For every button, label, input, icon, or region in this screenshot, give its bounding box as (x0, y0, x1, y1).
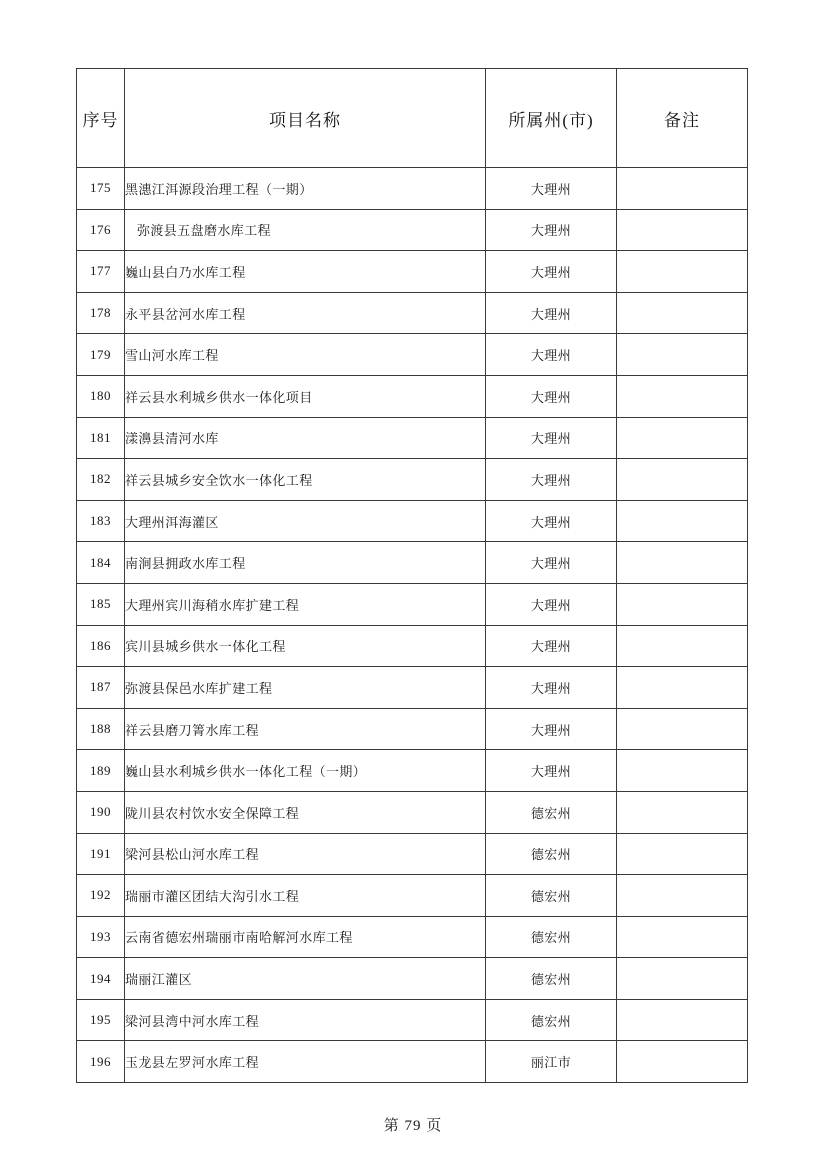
table-row (77, 542, 748, 584)
table-row (77, 791, 748, 833)
cell-remark (617, 791, 748, 833)
cell-region: 德宏州 (486, 875, 617, 917)
cell-region: 大理州 (486, 209, 617, 251)
cell-remark (617, 500, 748, 542)
cell-index: 177 (77, 251, 125, 293)
cell-project-name: 巍山县水利城乡供水一体化工程（一期） (125, 750, 486, 792)
cell-index: 190 (77, 791, 125, 833)
cell-project-name: 玉龙县左罗河水库工程 (125, 1041, 486, 1083)
cell-index: 176 (77, 209, 125, 251)
column-header-index: 序号 (77, 69, 125, 168)
cell-remark (617, 916, 748, 958)
page-number-footer: 第 79 页 (383, 1118, 443, 1134)
cell-index: 182 (77, 459, 125, 501)
cell-index: 191 (77, 833, 125, 875)
table-row (77, 999, 748, 1041)
cell-region: 大理州 (486, 667, 617, 709)
cell-region: 大理州 (486, 500, 617, 542)
cell-index: 185 (77, 583, 125, 625)
table-row (77, 958, 748, 1000)
table-row (77, 667, 748, 709)
cell-remark (617, 542, 748, 584)
cell-region: 大理州 (486, 334, 617, 376)
cell-index: 184 (77, 542, 125, 584)
project-table-container (76, 68, 747, 1083)
cell-remark (617, 417, 748, 459)
cell-remark (617, 583, 748, 625)
cell-project-name: 大理州宾川海稍水库扩建工程 (125, 583, 486, 625)
cell-project-name: 瑞丽江灌区 (125, 958, 486, 1000)
cell-project-name: 云南省德宏州瑞丽市南哈解河水库工程 (125, 916, 486, 958)
cell-index: 178 (77, 292, 125, 334)
table-row (77, 168, 748, 210)
cell-index: 175 (77, 168, 125, 210)
cell-project-name: 祥云县水利城乡供水一体化项目 (125, 375, 486, 417)
cell-index: 186 (77, 625, 125, 667)
cell-region: 大理州 (486, 708, 617, 750)
cell-index: 179 (77, 334, 125, 376)
cell-region: 大理州 (486, 625, 617, 667)
cell-project-name: 永平县岔河水库工程 (125, 292, 486, 334)
cell-region: 大理州 (486, 168, 617, 210)
cell-remark (617, 625, 748, 667)
cell-remark (617, 667, 748, 709)
cell-remark (617, 708, 748, 750)
cell-index: 193 (77, 916, 125, 958)
cell-project-name: 祥云县城乡安全饮水一体化工程 (125, 459, 486, 501)
cell-project-name: 弥渡县保邑水库扩建工程 (125, 667, 486, 709)
table-row (77, 1041, 748, 1083)
cell-index: 183 (77, 500, 125, 542)
cell-project-name: 梁河县松山河水库工程 (125, 833, 486, 875)
table-row (77, 625, 748, 667)
cell-region: 德宏州 (486, 958, 617, 1000)
cell-region: 大理州 (486, 583, 617, 625)
cell-remark (617, 334, 748, 376)
cell-region: 德宏州 (486, 791, 617, 833)
cell-region: 德宏州 (486, 999, 617, 1041)
cell-project-name: 黑潓江洱源段治理工程（一期） (125, 168, 486, 210)
cell-index: 189 (77, 750, 125, 792)
project-table (76, 68, 748, 1083)
cell-index: 192 (77, 875, 125, 917)
cell-remark (617, 251, 748, 293)
table-row (77, 375, 748, 417)
cell-remark (617, 209, 748, 251)
cell-region: 大理州 (486, 251, 617, 293)
cell-index: 196 (77, 1041, 125, 1083)
cell-remark (617, 292, 748, 334)
table-row (77, 708, 748, 750)
cell-region: 大理州 (486, 292, 617, 334)
cell-index: 181 (77, 417, 125, 459)
cell-index: 195 (77, 999, 125, 1041)
cell-index: 187 (77, 667, 125, 709)
column-header-region: 所属州(市) (486, 69, 617, 168)
cell-region: 大理州 (486, 375, 617, 417)
table-row (77, 833, 748, 875)
cell-index: 180 (77, 375, 125, 417)
cell-region: 德宏州 (486, 916, 617, 958)
table-row (77, 500, 748, 542)
cell-remark (617, 168, 748, 210)
cell-project-name: 瑞丽市灌区团结大沟引水工程 (125, 875, 486, 917)
cell-region: 德宏州 (486, 833, 617, 875)
cell-remark (617, 459, 748, 501)
table-row (77, 334, 748, 376)
column-header-remark: 备注 (617, 69, 748, 168)
cell-project-name: 祥云县磨刀箐水库工程 (125, 708, 486, 750)
table-row (77, 750, 748, 792)
cell-remark (617, 958, 748, 1000)
cell-index: 194 (77, 958, 125, 1000)
table-row (77, 251, 748, 293)
cell-project-name: 雪山河水库工程 (125, 334, 486, 376)
table-row (77, 209, 748, 251)
cell-remark (617, 833, 748, 875)
column-header-name: 项目名称 (125, 69, 486, 168)
cell-project-name: 弥渡县五盘磨水库工程 (125, 209, 486, 251)
cell-region: 丽江市 (486, 1041, 617, 1083)
cell-project-name: 巍山县白乃水库工程 (125, 251, 486, 293)
cell-remark (617, 750, 748, 792)
cell-remark (617, 999, 748, 1041)
cell-project-name: 宾川县城乡供水一体化工程 (125, 625, 486, 667)
cell-remark (617, 875, 748, 917)
cell-region: 大理州 (486, 750, 617, 792)
cell-project-name: 漾濞县清河水库 (125, 417, 486, 459)
table-row (77, 292, 748, 334)
cell-region: 大理州 (486, 542, 617, 584)
cell-project-name: 陇川县农村饮水安全保障工程 (125, 791, 486, 833)
table-row (77, 916, 748, 958)
cell-region: 大理州 (486, 417, 617, 459)
table-row (77, 875, 748, 917)
table-row (77, 417, 748, 459)
cell-project-name: 大理州洱海灌区 (125, 500, 486, 542)
cell-project-name: 南涧县拥政水库工程 (125, 542, 486, 584)
cell-remark (617, 1041, 748, 1083)
project-table-body (77, 69, 748, 1083)
cell-project-name: 梁河县湾中河水库工程 (125, 999, 486, 1041)
table-header-row (77, 69, 748, 168)
table-row (77, 583, 748, 625)
cell-remark (617, 375, 748, 417)
table-row (77, 459, 748, 501)
cell-index: 188 (77, 708, 125, 750)
cell-region: 大理州 (486, 459, 617, 501)
